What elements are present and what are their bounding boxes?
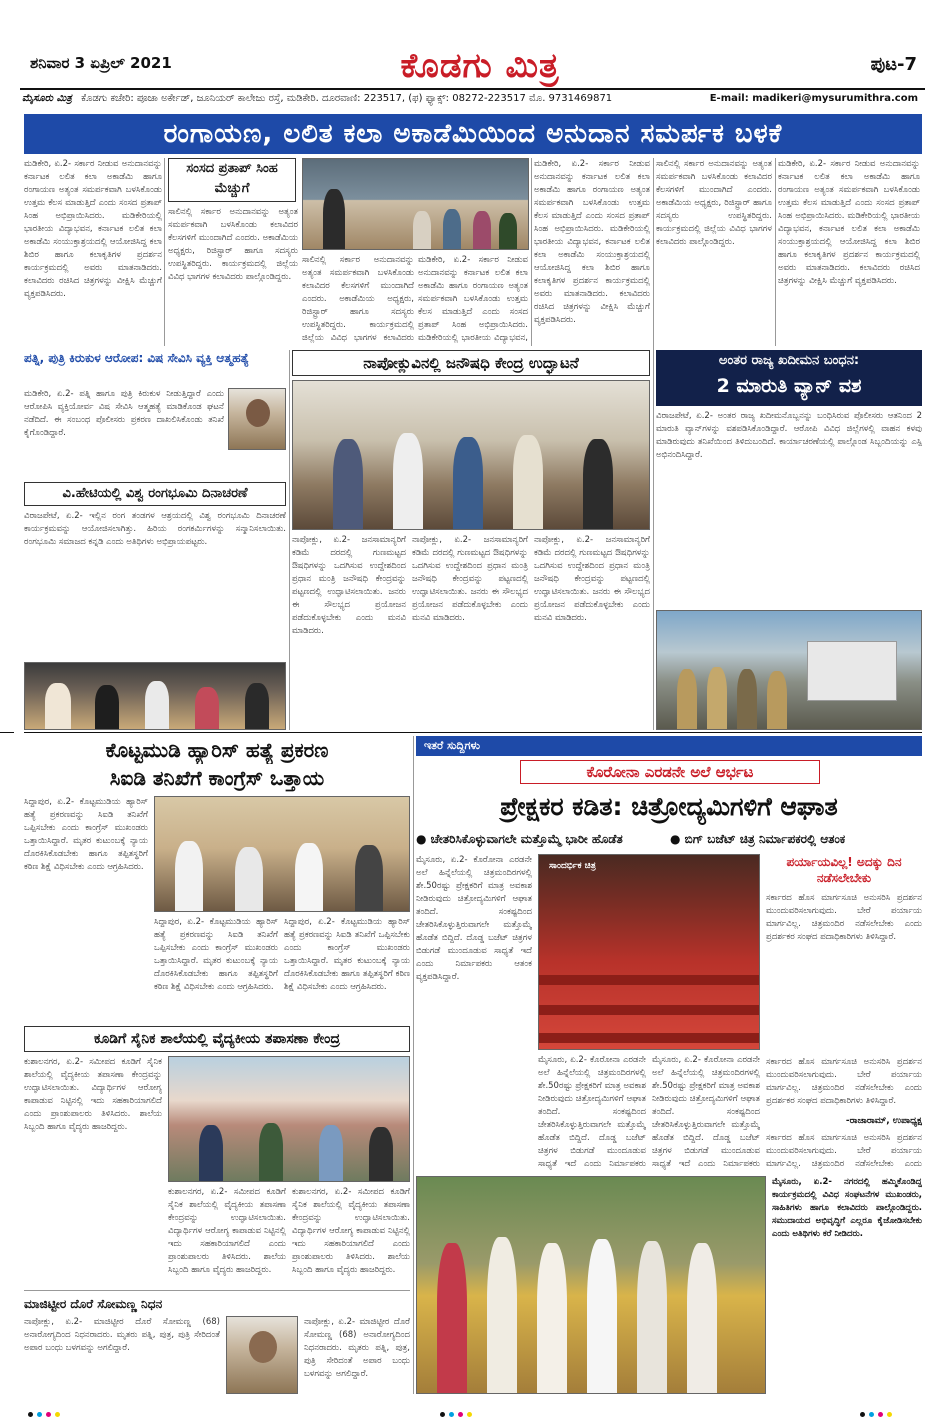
photo-person bbox=[319, 1125, 343, 1181]
office-address: ಕೊಡಗು ಕಚೇರಿ: ಪೂಜಾ ಅರ್ಕೇಡ್, ಜೂನಿಯರ್ ಕಾಲೇಜು ರಸ್ತೆ, ಮಡಿಕೇರಿ. ದೂರವಾಣಿ: 223517, (ಫ) ಫ್ಯಾಕ್ಸ್: 08272-223517 ಮೊ. 9731469871 bbox=[81, 93, 613, 104]
section-rule bbox=[24, 732, 922, 733]
lead-story-col7: ಮಡಿಕೇರಿ, ಏ.2- ಸರ್ಕಾರ ನೀಡುವ ಅನುದಾನವನ್ನು ಕರ್ನಾಟಕ ಲಲಿತ ಕಲಾ ಅಕಾಡೆಮಿ ಹಾಗೂ ರಂಗಾಯಣ ಅತ್ಯಂತ ಸಮರ್ಪಕವಾಗಿ ಬಳಸಿಕೊಂಡು ಉತ್ತಮ ಕೆಲಸ ಮಾಡುತ್ತಿದೆ ಎಂದು ಸಂಸದ ಪ್ರತಾಪ್ ಸಿಂಹ ಅಭಿಪ್ರಾಯಿಸಿದರು. ಮಡಿಕೇರಿಯಲ್ಲಿ ಭಾರತೀಯ ವಿದ್ಯಾಭವನ, ಕರ್ನಾಟಕ ಲಲಿತ ಕಲಾ ಅಕಾಡೆಮಿ ಸಂಯುಕ್ತಾಶ್ರಯದಲ್ಲಿ ಆಯೋಜಿಸಿದ್ದ ಕಲಾ ಶಿಬಿರ ಹಾಗೂ ಕಲಾಕೃತಿಗಳ ಪ್ರದರ್ಶನ ಕಾರ್ಯಕ್ರಮದಲ್ಲಿ ಅವರು ಮಾತನಾಡಿದರು. ಕಲಾವಿದರು ರಚಿಸಿದ ಚಿತ್ರಗಳನ್ನು ವೀಕ್ಷಿಸಿ ಮೆಚ್ಚುಗೆ ವ್ಯಕ್ತಪಡಿಸಿದರು. bbox=[778, 159, 920, 286]
reg-dot bbox=[440, 1412, 445, 1417]
photo-person bbox=[333, 439, 363, 529]
corona-col3: ಮೈಸೂರು, ಏ.2- ಕೊರೋನಾ ಎರಡನೇ ಅಲೆ ಹಿನ್ನೆಲೆಯಲ್ಲಿ ಚಿತ್ರಮಂದಿರಗಳಲ್ಲಿ ಶೇ.50ರಷ್ಟು ಪ್ರೇಕ್ಷಕರಿಗೆ ಮಾತ್ರ ಅವಕಾಶ ನೀಡಿರುವುದು ಚಿತ್ರೋದ್ಯಮಿಗಳಿಗೆ ಆಘಾತ ತಂದಿದೆ. ಸಂಕಷ್ಟದಿಂದ ಚೇತರಿಸಿಕೊಳ್ಳುತ್ತಿರುವಾಗಲೇ ಮತ್ತೊಮ್ಮೆ ಹೊಡೆತ ಬಿದ್ದಿದೆ. ದೊಡ್ಡ ಬಜೆಟ್ ಚಿತ್ರಗಳ ಬಿಡುಗಡೆ ಮುಂದೂಡುವ ಸಾಧ್ಯತೆ ಇದೆ ಎಂದು ನಿರ್ಮಾಪಕರು bbox=[652, 1055, 760, 1169]
column-rule bbox=[413, 736, 414, 1394]
lead-story-col1: ಮಡಿಕೇರಿ, ಏ.2- ಸರ್ಕಾರ ನೀಡುವ ಅನುದಾನವನ್ನು ಕರ್ನಾಟಕ ಲಲಿತ ಕಲಾ ಅಕಾಡೆಮಿ ಹಾಗೂ ರಂಗಾಯಣ ಅತ್ಯಂತ ಸಮರ್ಪಕವಾಗಿ ಬಳಸಿಕೊಂಡು ಉತ್ತಮ ಕೆಲಸ ಮಾಡುತ್ತಿದೆ ಎಂದು ಸಂಸದ ಪ್ರತಾಪ್ ಸಿಂಹ ಅಭಿಪ್ರಾಯಿಸಿದರು. ಮಡಿಕೇರಿಯಲ್ಲಿ ಭಾರತೀಯ ವಿದ್ಯಾಭವನ, ಕರ್ನಾಟಕ ಲಲಿತ ಕಲಾ ಅಕಾಡೆಮಿ ಸಂಯುಕ್ತಾಶ್ರಯದಲ್ಲಿ ಆಯೋಜಿಸಿದ್ದ ಕಲಾ ಶಿಬಿರ ಹಾಗೂ ಕಲಾಕೃತಿಗಳ ಪ್ರದರ್ಶನ ಕಾರ್ಯಕ್ರಮದಲ್ಲಿ ಅವರು ಮಾತನಾಡಿದರು. ಕಲಾವಿದರು ರಚಿಸಿದ ಚಿತ್ರಗಳನ್ನು ವೀಕ್ಷಿಸಿ ಮೆಚ್ಚುಗೆ ವ್ಯಕ್ತಪಡಿಸಿದರು. bbox=[24, 159, 162, 299]
janaushadhi-col3: ನಾಪೋಕ್ಲು, ಏ.2- ಜನಸಾಮಾನ್ಯರಿಗೆ ಕಡಿಮೆ ದರದಲ್ಲಿ ಗುಣಮಟ್ಟದ ಔಷಧಿಗಳನ್ನು ಒದಗಿಸುವ ಉದ್ದೇಶದಿಂದ ಪ್ರಧಾನ ಮಂತ್ರಿ ಜನೌಷಧಿ ಕೇಂದ್ರವನ್ನು ಪಟ್ಟಣದಲ್ಲಿ ಉದ್ಘಾಟಿಸಲಾಯಿತು. ಜನರು ಈ ಸೌಲಭ್ಯದ ಪ್ರಯೋಜನ ಪಡೆದುಕೊಳ್ಳಬೇಕು ಎಂದು ಮನವಿ ಮಾಡಿದರು. bbox=[534, 535, 650, 623]
crop-mark bbox=[0, 732, 14, 733]
corona-bullet-1-text: ಚೇತರಿಸಿಕೊಳ್ಳುವಾಗಲೇ ಮತ್ತೊಮ್ಮೆ ಭಾರೀ ಹೊಡೆತ bbox=[430, 832, 623, 846]
photo-person bbox=[637, 1241, 667, 1393]
portrait-face bbox=[249, 1331, 277, 1363]
photo-person bbox=[245, 683, 269, 729]
portrait-face bbox=[246, 399, 270, 427]
corona-bullet-2-text: ಬಿಗ್ ಬಜೆಟ್ ಚಿತ್ರ ನಿರ್ಮಾಪಕರಲ್ಲಿ ಆತಂಕ bbox=[684, 832, 846, 846]
photo-person bbox=[175, 841, 203, 911]
theatre-day-story: ವಿರಾಜಪೇಟೆ, ಏ.2- ಇಲ್ಲಿನ ರಂಗ ತಂಡಗಳ ಆಶ್ರಯದಲ್ಲಿ ವಿಶ್ವ ರಂಗಭೂಮಿ ದಿನಾಚರಣೆ ಕಾರ್ಯಕ್ರಮವನ್ನು ಆಯೋಜಿಸಲಾಗಿತ್ತು. ಹಿರಿಯ ರಂಗಕರ್ಮಿಗಳನ್ನು ಸನ್ಮಾನಿಸಲಾಯಿತು. ರಂಗಭೂಮಿ ಸಮಾಜದ ಕನ್ನಡಿ ಎಂದು ಅತಿಥಿಗಳು ಅಭಿಪ್ರಾಯಪಟ್ಟರು. bbox=[24, 511, 286, 547]
janaushadhi-col1: ನಾಪೋಕ್ಲು, ಏ.2- ಜನಸಾಮಾನ್ಯರಿಗೆ ಕಡಿಮೆ ದರದಲ್ಲಿ ಗುಣಮಟ್ಟದ ಔಷಧಿಗಳನ್ನು ಒದಗಿಸುವ ಉದ್ದೇಶದಿಂದ ಪ್ರಧಾನ ಮಂತ್ರಿ ಜನೌಷಧಿ ಕೇಂದ್ರವನ್ನು ಪಟ್ಟಣದಲ್ಲಿ ಉದ್ಘಾಟಿಸಲಾಯಿತು. ಜನರು ಈ ಸೌಲಭ್ಯದ ಪ್ರಯೋಜನ ಪಡೆದುಕೊಳ್ಳಬೇಕು ಎಂದು ಮನವಿ ಮಾಡಿದರು. bbox=[292, 535, 406, 636]
corona-col1: ಮೈಸೂರು, ಏ.2- ಕೊರೋನಾ ಎರಡನೇ ಅಲೆ ಹಿನ್ನೆಲೆಯಲ್ಲಿ ಚಿತ್ರಮಂದಿರಗಳಲ್ಲಿ ಶೇ.50ರಷ್ಟು ಪ್ರೇಕ್ಷಕರಿಗೆ ಮಾತ್ರ ಅವಕಾಶ ನೀಡಿರುವುದು ಚಿತ್ರೋದ್ಯಮಿಗಳಿಗೆ ಆಘಾತ ತಂದಿದೆ. ಸಂಕಷ್ಟದಿಂದ ಚೇತರಿಸಿಕೊಳ್ಳುತ್ತಿರುವಾಗಲೇ ಮತ್ತೊಮ್ಮೆ ಹೊಡೆತ ಬಿದ್ದಿದೆ. ದೊಡ್ಡ ಬಜೆಟ್ ಚಿತ್ರಗಳ ಬಿಡುಗಡೆ ಮುಂದೂಡುವ ಸಾಧ್ಯತೆ ಇದೆ ಎಂದು ನಿರ್ಮಾಪಕರು ಆತಂಕ ವ್ಯಕ್ತಪಡಿಸಿದ್ದಾರೆ. bbox=[416, 855, 532, 982]
photo-person bbox=[513, 435, 543, 529]
interstate-headline: 2 ಮಾರುತಿ ವ್ಯಾನ್ ವಶ bbox=[716, 375, 862, 397]
pratap-headline: ಸಂಸದ ಪ್ರತಾಪ್ ಸಿಂಹ ಮೆಚ್ಚುಗೆ bbox=[168, 158, 296, 202]
janaushadhi-headline: ನಾಪೋಕ್ಲುವಿನಲ್ಲಿ ಜನೌಷಧಿ ಕೇಂದ್ರ ಉದ್ಘಾಟನೆ bbox=[292, 350, 650, 376]
photo-person bbox=[323, 189, 345, 249]
seat-row bbox=[539, 975, 760, 985]
photo-person bbox=[295, 843, 323, 911]
theatre-day-photo bbox=[24, 662, 286, 730]
sainik-col1: ಕುಶಾಲನಗರ, ಏ.2- ಸಮೀಪದ ಕೂಡಿಗೆ ಸೈನಿಕ ಶಾಲೆಯಲ್ಲಿ ವೈದ್ಯಕೀಯ ತಪಾಸಣಾ ಕೇಂದ್ರವನ್ನು ಉದ್ಘಾಟಿಸಲಾಯಿತು. ವಿದ್ಯಾರ್ಥಿಗಳ ಆರೋಗ್ಯ ಕಾಪಾಡುವ ನಿಟ್ಟಿನಲ್ಲಿ ಇದು ಸಹಕಾರಿಯಾಗಲಿದೆ ಎಂದು ಪ್ರಾಂಶುಪಾಲರು ತಿಳಿಸಿದರು. ಶಾಲೆಯ ಸಿಬ್ಬಂದಿ ಹಾಗೂ ವೈದ್ಯರು ಹಾಜರಿದ್ದರು. bbox=[24, 1057, 162, 1132]
theatre-photo-caption: ಸಾಂದರ್ಭಿಕ ಚಿತ್ರ bbox=[549, 861, 596, 871]
photo-person bbox=[707, 667, 727, 729]
other-news-tag: ಇತರೆ ಸುದ್ದಿಗಳು bbox=[416, 736, 922, 756]
lead-story-col6: ಸಾಲಿನಲ್ಲಿ ಸರ್ಕಾರ ಅನುದಾನವನ್ನು ಅತ್ಯಂತ ಸಮರ್ಪಕವಾಗಿ ಬಳಸಿಕೊಂಡು ಕಲಾವಿದರ ಕೆಲಸಗಳಿಗೆ ಮುಂದಾಗಿದೆ ಎಂದರು. ಅಕಾಡೆಮಿಯ ಅಧ್ಯಕ್ಷರು, ರಿಜಿಸ್ಟ್ರಾರ್ ಹಾಗೂ ಸದಸ್ಯರು ಉಪಸ್ಥಿತರಿದ್ದರು. ಕಾರ್ಯಕ್ರಮದಲ್ಲಿ ಜಿಲ್ಲೆಯ ವಿವಿಧ ಭಾಗಗಳ ಕಲಾವಿದರು ಪಾಲ್ಗೊಂಡಿದ್ದರು. bbox=[656, 159, 772, 247]
obituary-story: ನಾಪೋಕ್ಲು, ಏ.2- ಮಾಜಿಟ್ಟೀರ ದೊರೆ ಸೋಮಣ್ಣ (68) ಅನಾರೋಗ್ಯದಿಂದ ನಿಧನರಾದರು. ಮೃತರು ಪತ್ನಿ, ಪುತ್ರ, ಪುತ್ರಿ ಸೇರಿದಂತೆ ಅಪಾರ ಬಂಧು ಬಳಗವನ್ನು ಅಗಲಿದ್ದಾರೆ. bbox=[24, 1317, 220, 1353]
seized-van bbox=[807, 641, 897, 701]
office-address-line bbox=[22, 93, 922, 111]
bullet-icon: ● bbox=[416, 832, 431, 846]
theatre-day-headline: ವಿ.ಹೇಟಿಯಲ್ಲಿ ವಿಶ್ವ ರಂಗಭೂಮಿ ದಿನಾಚರಣೆ bbox=[24, 482, 286, 506]
photo-person bbox=[235, 847, 263, 911]
sainik-headline: ಕೂಡಿಗೆ ಸೈನಿಕ ಶಾಲೆಯಲ್ಲಿ ವೈದ್ಯಕೀಯ ತಪಾಸಣಾ ಕೇಂದ್ರ bbox=[24, 1026, 410, 1052]
obituary-story-cont: ನಾಪೋಕ್ಲು, ಏ.2- ಮಾಜಿಟ್ಟೀರ ದೊರೆ ಸೋಮಣ್ಣ (68) ಅನಾರೋಗ್ಯದಿಂದ ನಿಧನರಾದರು. ಮೃತರು ಪತ್ನಿ, ಪುತ್ರ, ಪುತ್ರಿ ಸೇರಿದಂತೆ ಅಪಾರ ಬಂಧು ಬಳಗವನ್ನು ಅಗಲಿದ್ದಾರೆ. bbox=[304, 1317, 410, 1379]
photo-person bbox=[145, 681, 169, 729]
theatre-photo bbox=[538, 854, 760, 1050]
lead-event-photo bbox=[302, 158, 529, 250]
photo-person bbox=[499, 213, 517, 249]
lead-story-col5: ಮಡಿಕೇರಿ, ಏ.2- ಸರ್ಕಾರ ನೀಡುವ ಅನುದಾನವನ್ನು ಕರ್ನಾಟಕ ಲಲಿತ ಕಲಾ ಅಕಾಡೆಮಿ ಹಾಗೂ ರಂಗಾಯಣ ಅತ್ಯಂತ ಸಮರ್ಪಕವಾಗಿ ಬಳಸಿಕೊಂಡು ಉತ್ತಮ ಕೆಲಸ ಮಾಡುತ್ತಿದೆ ಎಂದು ಸಂಸದ ಪ್ರತಾಪ್ ಸಿಂಹ ಅಭಿಪ್ರಾಯಿಸಿದರು. ಮಡಿಕೇರಿಯಲ್ಲಿ ಭಾರತೀಯ ವಿದ್ಯಾಭವನ, ಕರ್ನಾಟಕ ಲಲಿತ ಕಲಾ ಅಕಾಡೆಮಿ ಸಂಯುಕ್ತಾಶ್ರಯದಲ್ಲಿ ಆಯೋಜಿಸಿದ್ದ ಕಲಾ ಶಿಬಿರ ಹಾಗೂ ಕಲಾಕೃತಿಗಳ ಪ್ರದರ್ಶನ ಕಾರ್ಯಕ್ರಮದಲ್ಲಿ ಅವರು ಮಾತನಾಡಿದರು. ಕಲಾವಿದರು ರಚಿಸಿದ ಚಿತ್ರಗಳನ್ನು ವೀಕ್ಷಿಸಿ ಮೆಚ್ಚುಗೆ ವ್ಯಕ್ತಪಡಿಸಿದರು. bbox=[534, 159, 650, 325]
photo-person bbox=[443, 209, 461, 249]
photo-person bbox=[199, 1125, 223, 1181]
lead-headline-banner: ರಂಗಾಯಣ, ಲಲಿತ ಕಲಾ ಅಕಾಡೆಮಿಯಿಂದ ಅನುದಾನ ಸಮರ್ಪಕ ಬಳಕೆ bbox=[24, 114, 922, 154]
bullet-icon: ● bbox=[670, 832, 685, 846]
harris-col1: ಸಿದ್ದಾಪುರ, ಏ.2- ಕೊಟ್ಟಮುಡಿಯ ಹ್ಯಾರಿಸ್ ಹತ್ಯೆ ಪ್ರಕರಣವನ್ನು ಸಿಐಡಿ ತನಿಖೆಗೆ ಒಪ್ಪಿಸಬೇಕು ಎಂದು ಕಾಂಗ್ರೆಸ್ ಮುಖಂಡರು ಒತ್ತಾಯಿಸಿದ್ದಾರೆ. ಮೃತರ ಕುಟುಂಬಕ್ಕೆ ನ್ಯಾಯ ದೊರಕಿಸಿಕೊಡಬೇಕು ಹಾಗೂ ತಪ್ಪಿತಸ್ಥರಿಗೆ ಕಠಿಣ ಶಿಕ್ಷೆ ವಿಧಿಸಬೇಕು ಎಂದು ಆಗ್ರಹಿಸಿದರು. bbox=[24, 797, 148, 872]
group-event-photo bbox=[416, 1176, 766, 1394]
group-event-story: ಮೈಸೂರು, ಏ.2- ನಗರದಲ್ಲಿ ಹಮ್ಮಿಕೊಂಡಿದ್ದ ಕಾರ್ಯಕ್ರಮದಲ್ಲಿ ವಿವಿಧ ಸಂಘಟನೆಗಳ ಮುಖಂಡರು, ಸಾಹಿತಿಗಳು ಹಾಗೂ ಕಲಾವಿದರು ಪಾಲ್ಗೊಂಡಿದ್ದರು. ಸಮುದಾಯದ ಅಭಿವೃದ್ಧಿಗೆ ಎಲ್ಲರೂ ಕೈಜೋಡಿಸಬೇಕು ಎಂದು ಅತಿಥಿಗಳು ಕರೆ ನೀಡಿದರು. bbox=[772, 1177, 922, 1239]
interstate-kicker: ಅಂತರ ರಾಜ್ಯ ಖದೀಮನ ಬಂಧನ: bbox=[718, 353, 860, 368]
seat-row bbox=[539, 1033, 760, 1043]
column-rule bbox=[164, 158, 165, 346]
interstate-story: ವಿರಾಜಪೇಟೆ, ಏ.2- ಅಂತರ ರಾಜ್ಯ ಖದೀಮನೊಬ್ಬನನ್ನು ಬಂಧಿಸಿರುವ ಪೊಲೀಸರು ಆತನಿಂದ 2 ಮಾರುತಿ ವ್ಯಾನ್‌ಗಳನ್ನು ವಶಪಡಿಸಿಕೊಂಡಿದ್ದಾರೆ. ಆರೋಪಿ ವಿವಿಧ ಜಿಲ್ಲೆಗಳಲ್ಲಿ ವಾಹನ ಕಳವು ಮಾಡಿರುವುದು ತನಿಖೆಯಿಂದ ತಿಳಿದುಬಂದಿದೆ. ಕಾರ್ಯಾಚರಣೆಯಲ್ಲಿ ಪಾಲ್ಗೊಂಡ ಸಿಬ್ಬಂದಿಯನ್ನು ಎಸ್ಪಿ ಅಭಿನಂದಿಸಿದ್ದಾರೆ. bbox=[656, 411, 922, 460]
reg-dot bbox=[449, 1412, 454, 1417]
photo-person bbox=[95, 685, 119, 729]
corona-kicker: ಕೊರೋನಾ ಎರಡನೇ ಅಲೆ ಆರ್ಭಟ bbox=[520, 760, 820, 784]
photo-person bbox=[453, 437, 483, 529]
corona-tail: ಸರ್ಕಾರದ ಹೊಸ ಮಾರ್ಗಸೂಚಿ ಅನುಸರಿಸಿ ಪ್ರದರ್ಶನ ಮುಂದುವರಿಸಲಾಗುವುದು. ಬೇರೆ ಪರ್ಯಾಯ ಮಾರ್ಗವಿಲ್ಲ. ಚಿತ್ರಮಂದಿರ ನಡೆಸಲೇಬೇಕು ಎಂದು bbox=[766, 1133, 922, 1169]
sainik-col2: ಕುಶಾಲನಗರ, ಏ.2- ಸಮೀಪದ ಕೂಡಿಗೆ ಸೈನಿಕ ಶಾಲೆಯಲ್ಲಿ ವೈದ್ಯಕೀಯ ತಪಾಸಣಾ ಕೇಂದ್ರವನ್ನು ಉದ್ಘಾಟಿಸಲಾಯಿತು. ವಿದ್ಯಾರ್ಥಿಗಳ ಆರೋಗ್ಯ ಕಾಪಾಡುವ ನಿಟ್ಟಿನಲ್ಲಿ ಇದು ಸಹಕಾರಿಯಾಗಲಿದೆ ಎಂದು ಪ್ರಾಂಶುಪಾಲರು ತಿಳಿಸಿದರು. ಶಾಲೆಯ ಸಿಬ್ಬಂದಿ ಹಾಗೂ ವೈದ್ಯರು ಹಾಜರಿದ್ದರು. bbox=[168, 1187, 286, 1275]
photo-person bbox=[259, 1123, 283, 1181]
corona-col2: ಮೈಸೂರು, ಏ.2- ಕೊರೋನಾ ಎರಡನೇ ಅಲೆ ಹಿನ್ನೆಲೆಯಲ್ಲಿ ಚಿತ್ರಮಂದಿರಗಳಲ್ಲಿ ಶೇ.50ರಷ್ಟು ಪ್ರೇಕ್ಷಕರಿಗೆ ಮಾತ್ರ ಅವಕಾಶ ನೀಡಿರುವುದು ಚಿತ್ರೋದ್ಯಮಿಗಳಿಗೆ ಆಘಾತ ತಂದಿದೆ. ಸಂಕಷ್ಟದಿಂದ ಚೇತರಿಸಿಕೊಳ್ಳುತ್ತಿರುವಾಗಲೇ ಮತ್ತೊಮ್ಮೆ ಹೊಡೆತ ಬಿದ್ದಿದೆ. ದೊಡ್ಡ ಬಜೆಟ್ ಚಿತ್ರಗಳ ಬಿಡುಗಡೆ ಮುಂದೂಡುವ ಸಾಧ್ಯತೆ ಇದೆ ಎಂದು ನಿರ್ಮಾಪಕರು bbox=[538, 1055, 646, 1169]
photo-person bbox=[369, 1127, 393, 1181]
interstate-headline-box bbox=[656, 350, 922, 406]
interstate-photo bbox=[656, 610, 922, 730]
reg-dot bbox=[860, 1412, 865, 1417]
janaushadhi-col2: ನಾಪೋಕ್ಲು, ಏ.2- ಜನಸಾಮಾನ್ಯರಿಗೆ ಕಡಿಮೆ ದರದಲ್ಲಿ ಗುಣಮಟ್ಟದ ಔಷಧಿಗಳನ್ನು ಒದಗಿಸುವ ಉದ್ದೇಶದಿಂದ ಪ್ರಧಾನ ಮಂತ್ರಿ ಜನೌಷಧಿ ಕೇಂದ್ರವನ್ನು ಪಟ್ಟಣದಲ್ಲಿ ಉದ್ಘಾಟಿಸಲಾಯಿತು. ಜನರು ಈ ಸೌಲಭ್ಯದ ಪ್ರಯೋಜನ ಪಡೆದುಕೊಳ್ಳಬೇಕು ಎಂದು ಮನವಿ ಮಾಡಿದರು. bbox=[412, 535, 528, 623]
photo-person bbox=[583, 439, 613, 529]
corona-side-story-cont: ಸರ್ಕಾರದ ಹೊಸ ಮಾರ್ಗಸೂಚಿ ಅನುಸರಿಸಿ ಪ್ರದರ್ಶನ ಮುಂದುವರಿಸಲಾಗುವುದು. ಬೇರೆ ಪರ್ಯಾಯ ಮಾರ್ಗವಿಲ್ಲ. ಚಿತ್ರಮಂದಿರ ನಡೆಸಲೇಬೇಕು ಎಂದು ಪ್ರದರ್ಶಕರ ಸಂಘದ ಪದಾಧಿಕಾರಿಗಳು ತಿಳಿಸಿದ್ದಾರೆ. bbox=[766, 1057, 922, 1106]
photo-person bbox=[687, 1243, 717, 1393]
lead-story-col2: ಸಾಲಿನಲ್ಲಿ ಸರ್ಕಾರ ಅನುದಾನವನ್ನು ಅತ್ಯಂತ ಸಮರ್ಪಕವಾಗಿ ಬಳಸಿಕೊಂಡು ಕಲಾವಿದರ ಕೆಲಸಗಳಿಗೆ ಮುಂದಾಗಿದೆ ಎಂದರು. ಅಕಾಡೆಮಿಯ ಅಧ್ಯಕ್ಷರು, ರಿಜಿಸ್ಟ್ರಾರ್ ಹಾಗೂ ಸದಸ್ಯರು ಉಪಸ್ಥಿತರಿದ್ದರು. ಕಾರ್ಯಕ್ರಮದಲ್ಲಿ ಜಿಲ್ಲೆಯ ವಿವಿಧ ಭಾಗಗಳ ಕಲಾವಿದರು ಪಾಲ್ಗೊಂಡಿದ್ದರು. bbox=[168, 207, 298, 282]
photo-person bbox=[677, 669, 697, 729]
photo-person bbox=[737, 669, 757, 729]
photo-person bbox=[473, 211, 491, 249]
seat-row bbox=[539, 1005, 760, 1015]
corona-byline: -ರಾಜಾರಾಮ್, ಉಪಾಧ್ಯಕ್ಷ bbox=[845, 1116, 922, 1126]
photo-person bbox=[355, 845, 383, 911]
reg-dot bbox=[869, 1412, 874, 1417]
harris-col3: ಸಿದ್ದಾಪುರ, ಏ.2- ಕೊಟ್ಟಮುಡಿಯ ಹ್ಯಾರಿಸ್ ಹತ್ಯೆ ಪ್ರಕರಣವನ್ನು ಸಿಐಡಿ ತನಿಖೆಗೆ ಒಪ್ಪಿಸಬೇಕು ಎಂದು ಕಾಂಗ್ರೆಸ್ ಮುಖಂಡರು ಒತ್ತಾಯಿಸಿದ್ದಾರೆ. ಮೃತರ ಕುಟುಂಬಕ್ಕೆ ನ್ಯಾಯ ದೊರಕಿಸಿಕೊಡಬೇಕು ಹಾಗೂ ತಪ್ಪಿತಸ್ಥರಿಗೆ ಕಠಿಣ ಶಿಕ್ಷೆ ವಿಧಿಸಬೇಕು ಎಂದು ಆಗ್ರಹಿಸಿದರು. bbox=[284, 917, 410, 992]
registration-dots-center bbox=[440, 1402, 476, 1412]
suicide-headline: ಪತ್ನಿ, ಪುತ್ರಿ ಕಿರುಕುಳ ಆರೋಪ: ವಿಷ ಸೇವಿಸಿ ವ್ಯಕ್ತಿ ಆತ್ಮಹತ್ಯೆ bbox=[24, 351, 250, 365]
photo-person bbox=[413, 211, 431, 249]
janaushadhi-photo bbox=[292, 380, 650, 530]
obituary-portrait bbox=[226, 1316, 298, 1394]
obituary-headline: ಮಾಜಿಟ್ಟೀರ ದೊರೆ ಸೋಮಣ್ಣ ನಿಧನ bbox=[24, 1297, 163, 1311]
corona-side-headline: ಪರ್ಯಾಯವಿಲ್ಲ! ಅದಕ್ಕು ದಿನ ನಡೆಸಲೇಬೇಕು bbox=[786, 855, 902, 885]
corona-bullet-2 bbox=[670, 830, 922, 848]
corona-side-story: ಸರ್ಕಾರದ ಹೊಸ ಮಾರ್ಗಸೂಚಿ ಅನುಸರಿಸಿ ಪ್ರದರ್ಶನ ಮುಂದುವರಿಸಲಾಗುವುದು. ಬೇರೆ ಪರ್ಯಾಯ ಮಾರ್ಗವಿಲ್ಲ. ಚಿತ್ರಮಂದಿರ ನಡೆಸಲೇಬೇಕು ಎಂದು ಪ್ರದರ್ಶಕರ ಸಂಘದ ಪದಾಧಿಕಾರಿಗಳು ತಿಳಿಸಿದ್ದಾರೆ. bbox=[766, 893, 922, 942]
reg-dot bbox=[458, 1412, 463, 1417]
newspaper-title: ಕೊಡಗು ಮಿತ್ರ bbox=[400, 46, 560, 86]
harris-headline-line2: ಸಿಐಡಿ ತನಿಖೆಗೆ ಕಾಂಗ್ರೆಸ್ ಒತ್ತಾಯ bbox=[109, 766, 325, 790]
photo-person bbox=[587, 1239, 617, 1393]
harris-photo bbox=[154, 796, 410, 912]
photo-person bbox=[393, 433, 423, 529]
column-rule bbox=[775, 158, 776, 346]
lead-story-col3: ಸಾಲಿನಲ್ಲಿ ಸರ್ಕಾರ ಅನುದಾನವನ್ನು ಅತ್ಯಂತ ಸಮರ್ಪಕವಾಗಿ ಬಳಸಿಕೊಂಡು ಕಲಾವಿದರ ಕೆಲಸಗಳಿಗೆ ಮುಂದಾಗಿದೆ ಎಂದರು. ಅಕಾಡೆಮಿಯ ಅಧ್ಯಕ್ಷರು, ರಿಜಿಸ್ಟ್ರಾರ್ ಹಾಗೂ ಸದಸ್ಯರು ಉಪಸ್ಥಿತರಿದ್ದರು. ಕಾರ್ಯಕ್ರಮದಲ್ಲಿ ಜಿಲ್ಲೆಯ ವಿವಿಧ ಭಾಗಗಳ ಕಲಾವಿದರು bbox=[302, 255, 414, 343]
reg-dot bbox=[887, 1412, 892, 1417]
sainik-photo bbox=[168, 1056, 410, 1182]
page-number: ಪುಟ-7 bbox=[870, 54, 917, 75]
column-rule bbox=[653, 158, 654, 730]
corona-headline: ಪ್ರೇಕ್ಷಕರ ಕಡಿತ: ಚಿತ್ರೋದ್ಯಮಿಗಳಿಗೆ ಆಘಾತ bbox=[500, 792, 838, 821]
harris-col2: ಸಿದ್ದಾಪುರ, ಏ.2- ಕೊಟ್ಟಮುಡಿಯ ಹ್ಯಾರಿಸ್ ಹತ್ಯೆ ಪ್ರಕರಣವನ್ನು ಸಿಐಡಿ ತನಿಖೆಗೆ ಒಪ್ಪಿಸಬೇಕು ಎಂದು ಕಾಂಗ್ರೆಸ್ ಮುಖಂಡರು ಒತ್ತಾಯಿಸಿದ್ದಾರೆ. ಮೃತರ ಕುಟುಂಬಕ್ಕೆ ನ್ಯಾಯ ದೊರಕಿಸಿಕೊಡಬೇಕು ಹಾಗೂ ತಪ್ಪಿತಸ್ಥರಿಗೆ ಕಠಿಣ ಶಿಕ್ಷೆ ವಿಧಿಸಬೇಕು ಎಂದು ಆಗ್ರಹಿಸಿದರು. bbox=[154, 917, 278, 992]
reg-dot bbox=[55, 1412, 60, 1417]
victim-portrait bbox=[228, 388, 286, 450]
issue-date: ಶನಿವಾರ 3 ಏಪ್ರಿಲ್ 2021 bbox=[30, 54, 172, 72]
brand-name: ಮೈಸೂರು ಮಿತ್ರ bbox=[22, 93, 72, 104]
column-rule bbox=[531, 158, 532, 346]
masthead bbox=[20, 48, 925, 94]
lead-story-col4: ಮಡಿಕೇರಿ, ಏ.2- ಸರ್ಕಾರ ನೀಡುವ ಅನುದಾನವನ್ನು ಕರ್ನಾಟಕ ಲಲಿತ ಕಲಾ ಅಕಾಡೆಮಿ ಹಾಗೂ ರಂಗಾಯಣ ಅತ್ಯಂತ ಸಮರ್ಪಕವಾಗಿ ಬಳಸಿಕೊಂಡು ಉತ್ತಮ ಕೆಲಸ ಮಾಡುತ್ತಿದೆ ಎಂದು ಸಂಸದ ಪ್ರತಾಪ್ ಸಿಂಹ ಅಭಿಪ್ರಾಯಿಸಿದರು. ಮಡಿಕೇರಿಯಲ್ಲಿ ಭಾರತೀಯ ವಿದ್ಯಾಭವನ, bbox=[418, 255, 528, 343]
sainik-col3: ಕುಶಾಲನಗರ, ಏ.2- ಸಮೀಪದ ಕೂಡಿಗೆ ಸೈನಿಕ ಶಾಲೆಯಲ್ಲಿ ವೈದ್ಯಕೀಯ ತಪಾಸಣಾ ಕೇಂದ್ರವನ್ನು ಉದ್ಘಾಟಿಸಲಾಯಿತು. ವಿದ್ಯಾರ್ಥಿಗಳ ಆರೋಗ್ಯ ಕಾಪಾಡುವ ನಿಟ್ಟಿನಲ್ಲಿ ಇದು ಸಹಕಾರಿಯಾಗಲಿದೆ ಎಂದು ಪ್ರಾಂಶುಪಾಲರು ತಿಳಿಸಿದರು. ಶಾಲೆಯ ಸಿಬ್ಬಂದಿ ಹಾಗೂ ವೈದ್ಯರು ಹಾಜರಿದ್ದರು. bbox=[292, 1187, 410, 1275]
harris-headline-line1: ಕೊಟ್ಟಮುಡಿ ಹ್ಯಾರಿಸ್ ಹತ್ಯೆ ಪ್ರಕರಣ bbox=[105, 738, 329, 762]
photo-person bbox=[195, 687, 219, 729]
photo-person bbox=[767, 671, 787, 729]
reg-dot bbox=[37, 1412, 42, 1417]
section-rule bbox=[24, 1290, 410, 1291]
office-email: E-mail: madikeri@mysurumithra.com bbox=[709, 93, 918, 104]
reg-dot bbox=[46, 1412, 51, 1417]
registration-dots-right bbox=[860, 1402, 896, 1412]
masthead-rule bbox=[20, 88, 925, 90]
reg-dot bbox=[28, 1412, 33, 1417]
reg-dot bbox=[878, 1412, 883, 1417]
column-rule bbox=[289, 350, 290, 730]
registration-dots-left bbox=[28, 1402, 64, 1412]
photo-person bbox=[487, 1237, 517, 1393]
photo-person bbox=[437, 1243, 467, 1393]
photo-person bbox=[537, 1243, 567, 1393]
photo-person bbox=[45, 683, 71, 729]
corona-bullet-1 bbox=[416, 830, 666, 848]
suicide-story: ಮಡಿಕೇರಿ, ಏ.2- ಪತ್ನಿ ಹಾಗೂ ಪುತ್ರಿ ಕಿರುಕುಳ ನೀಡುತ್ತಿದ್ದಾರೆ ಎಂದು ಆರೋಪಿಸಿ ವ್ಯಕ್ತಿಯೋರ್ವ ವಿಷ ಸೇವಿಸಿ ಆತ್ಮಹತ್ಯೆ ಮಾಡಿಕೊಂಡ ಘಟನೆ ನಡೆದಿದೆ. ಈ ಸಂಬಂಧ ಪೊಲೀಸರು ಪ್ರಕರಣ ದಾಖಲಿಸಿಕೊಂಡು ತನಿಖೆ ಕೈಗೊಂಡಿದ್ದಾರೆ. bbox=[24, 389, 224, 438]
reg-dot bbox=[467, 1412, 472, 1417]
